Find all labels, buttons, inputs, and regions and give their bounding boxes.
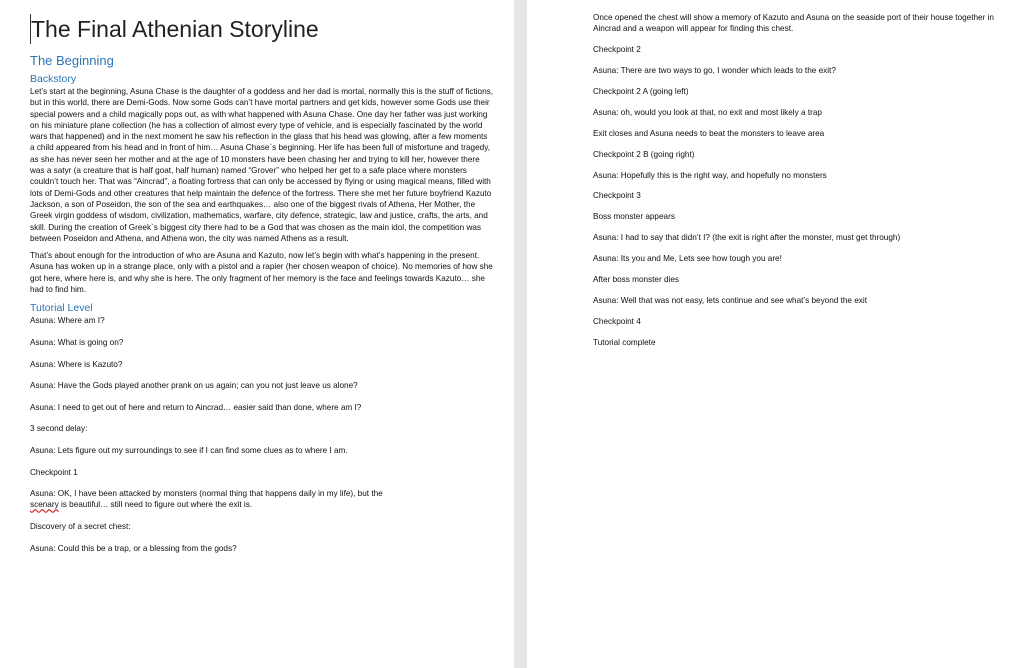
backstory-paragraph-2[interactable]: That’s about enough for the introduction of who are Asuna and Kazuto, now let’s begin with what’s happening in the present. Asuna has woken up in a strange place, only with a pistol and a rapier (her chosen weapon of choice). No memories of how she got here, where here is, and why she is here. The only fragment of her memory is the face and feelings towards Kazuto… she had to find him. [30,251,493,295]
script-line[interactable]: Asuna: Where am I? [30,316,105,326]
scenary-line-end: is beautiful… still need to figure out where the exit is. [58,500,253,510]
script-line[interactable]: Discovery of a secret chest: [30,521,131,531]
heading-tutorial-level[interactable]: Tutorial Level [30,302,93,315]
script-line[interactable]: Asuna: Well that was not easy, lets continue and see what’s beyond the exit [593,295,867,305]
script-line[interactable]: 3 second delay: [30,424,88,434]
script-line[interactable]: Asuna: I need to get out of here and return to Aincrad… easier said than done, where am I? [30,402,362,412]
script-line[interactable]: Exit closes and Asuna needs to beat the monsters to leave area [593,128,825,138]
script-line[interactable]: Asuna: Hopefully this is the right way, and hopefully no monsters [593,170,827,180]
heading-the-beginning[interactable]: The Beginning [30,53,114,68]
scenary-line-start: Asuna: OK, I have been attacked by monsters (normal thing that happens daily in my life), but the [30,489,383,499]
misspelled-word[interactable]: scenary [30,500,59,510]
script-line[interactable]: Checkpoint 4 [593,316,641,326]
script-line[interactable]: Asuna: oh, would you look at that, no exit and most likely a trap [593,107,822,117]
document-page-right[interactable] [527,0,1024,668]
script-line[interactable]: Checkpoint 2 B (going right) [593,149,695,159]
script-line[interactable]: Tutorial complete [593,337,656,347]
script-line[interactable]: Asuna: What is going on? [30,337,124,347]
script-line[interactable]: Asuna: Where is Kazuto? [30,359,123,369]
document-title[interactable]: The Final Athenian Storyline [31,16,319,42]
script-line[interactable]: Asuna: I had to say that didn’t I? (the exit is right after the monster, must get through) [593,233,901,243]
script-line[interactable]: Asuna: Have the Gods played another prank on us again; can you not just leave us alone? [30,381,358,391]
heading-backstory[interactable]: Backstory [30,73,77,85]
script-line[interactable]: Asuna: Its you and Me, Lets see how tough you are! [593,254,782,264]
script-line[interactable]: Checkpoint 2 A (going left) [593,86,689,96]
chest-description[interactable]: Once opened the chest will show a memory of Kazuto and Asuna on the seaside port of their house together in Aincrad and a weapon will appear for finding this chest. [593,13,994,34]
script-line[interactable]: After boss monster dies [593,274,680,284]
script-line[interactable]: Asuna: There are two ways to go, I wonder which leads to the exit? [593,66,836,76]
script-line-scenary[interactable] [30,488,494,511]
script-line[interactable]: Checkpoint 2 [593,45,641,55]
script-line[interactable]: Asuna: Lets figure out my surroundings to see if I can find some clues as to where I am. [30,445,348,455]
script-line[interactable]: Asuna: Could this be a trap, or a blessing from the gods? [30,543,237,553]
script-line[interactable]: Checkpoint 3 [593,191,641,201]
script-line[interactable]: Checkpoint 1 [30,467,78,477]
script-line[interactable]: Boss monster appears [593,212,675,222]
backstory-paragraph-1[interactable]: Let’s start at the beginning, Asuna Chase is the daughter of a goddess and her dad is mortal, normally this is the stuff of fictions, but in this world, there are Demi-Gods. Now some Gods can’t have mortal partners and get kids, however some Gods use their special powers and a child magically pops out, as with what happened with Asuna Chase. One day her father was just working on his miniature plane collection (he has a collection of almost every type of vehicle, and is especially fascinated by the world wars that happened) and in the next moment he saw his reflection in the glass that his head was glowing, after a few moments a child appeared from his head and in front of him… Asuna Chase`s beginning. Her life has been full of misfortune and tragedy, as she has never seen her mother and at the age of 10 monsters have been chasing her and trying to kill her, however there was a satyr (a creature that is half goat, half human) named “Grover” who helped her get to a safe place where monsters couldn’t touch her. That was “Aincrad”, a floating fortress that can only be accessed by flying or using magical means, filled with lots of Demi-Gods and other creatures that help maintain the defence of the fortress. There she met her future boyfriend Kazuto Jackson, a son of Poseidon, the son of the sea and earthquakes… also one of the biggest rivals of Athena, Her Mother, the Greek virgin goddess of wisdom, civilization, mathematics, warfare, city defence, strategic, law and justice, crafts, the arts, and skill. During the creation of Greek`s biggest city there had to be a God that was chosen as the main idol, the competition was between Poseidon and Athena, and Athena won, the city was named Athens as a result. [30,87,494,243]
